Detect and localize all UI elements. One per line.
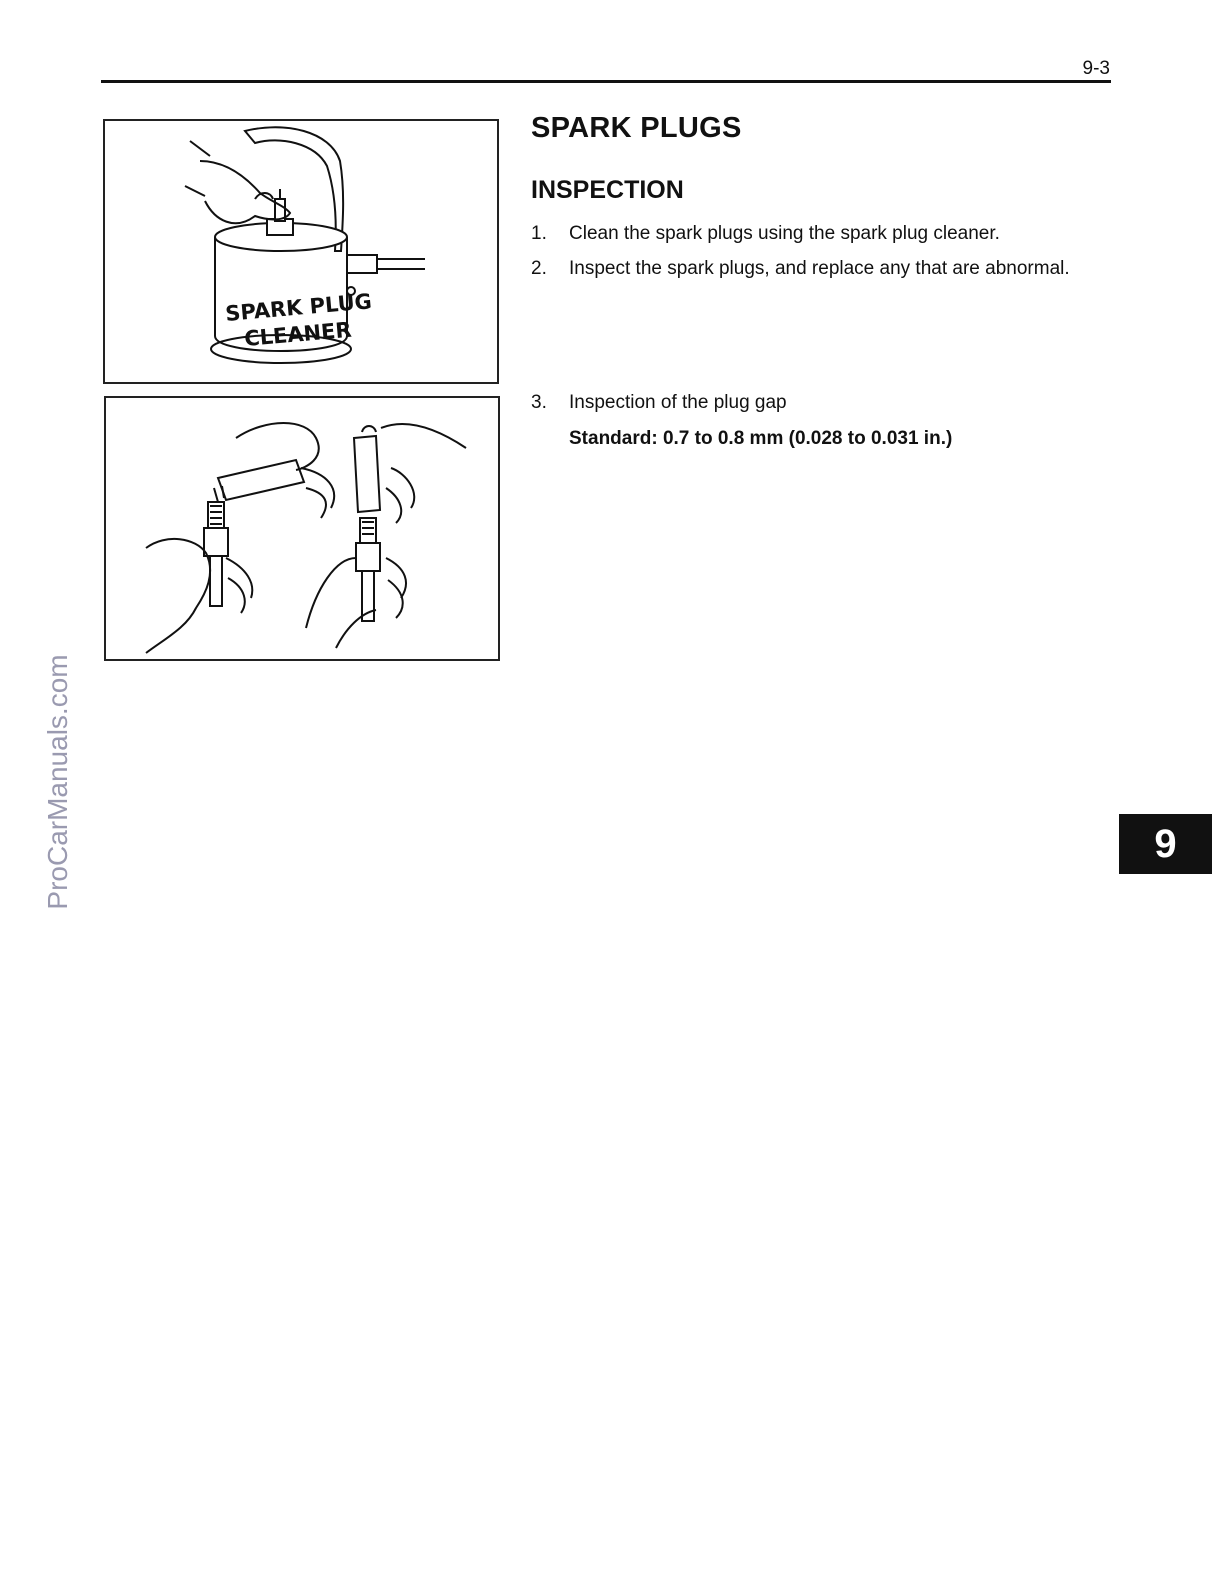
section-title: SPARK PLUGS [531, 112, 742, 144]
spark-plug-cleaner-illustration [103, 119, 499, 384]
top-rule [101, 80, 1111, 83]
inspection-subtitle: INSPECTION [531, 176, 684, 204]
step-text: Inspect the spark plugs, and replace any that are abnormal. [569, 258, 1070, 279]
step-text: Inspection of the plug gap [569, 392, 787, 413]
cleaner-label-line2: CLEANER [243, 317, 353, 351]
step-number: 2. [531, 258, 547, 279]
plug-gap-standard: Standard: 0.7 to 0.8 mm (0.028 to 0.031 in.) [569, 428, 953, 449]
step-number: 3. [531, 392, 547, 413]
plug-gap-inspection-illustration [104, 396, 500, 661]
step-text: Clean the spark plugs using the spark plug cleaner. [569, 223, 1000, 244]
watermark: ProCarManuals.com [42, 654, 73, 910]
page-number: 9-3 [1082, 58, 1110, 79]
chapter-tab: 9 [1119, 814, 1212, 874]
step-number: 1. [531, 223, 547, 244]
cleaner-label-line1: SPARK PLUG [224, 289, 373, 326]
